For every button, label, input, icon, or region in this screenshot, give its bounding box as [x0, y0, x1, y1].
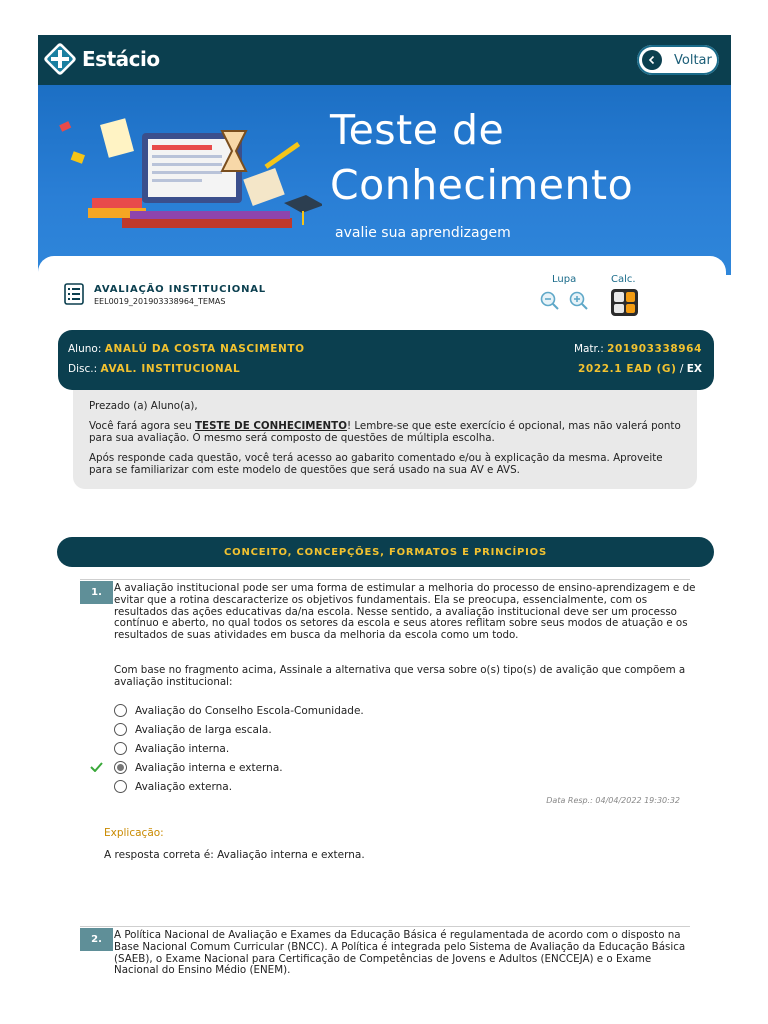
question-prompt: Com base no fragmento acima, Assinale a alternativa que versa sobre o(s) tipo(s) de avalição que compõem a avaliação institucional: — [114, 664, 686, 688]
assessment-code: EEL0019_201903338964_TEMAS — [94, 297, 226, 306]
answer-option-label: Avaliação externa. — [135, 780, 233, 793]
back-button-label: Voltar — [674, 52, 712, 68]
discipline-label: Disc.: — [68, 363, 98, 375]
estacio-logo-icon — [44, 43, 76, 75]
assessment-title: AVALIAÇÃO INSTITUCIONAL — [94, 284, 266, 295]
instructions-notice — [73, 390, 697, 489]
calculator-icon[interactable] — [611, 289, 638, 316]
radio-button[interactable] — [114, 780, 127, 793]
answer-option[interactable] — [114, 704, 364, 717]
student-row-1 — [68, 343, 702, 355]
answer-option-label: Avaliação interna e externa. — [135, 761, 283, 774]
answer-option[interactable] — [114, 742, 229, 755]
answer-option[interactable] — [114, 723, 272, 736]
question-number: 2. — [80, 928, 113, 951]
document-list-icon — [64, 283, 84, 305]
answer-option-label: Avaliação interna. — [135, 742, 230, 755]
question-divider — [80, 579, 690, 580]
banner-title-line1: Teste de — [330, 106, 505, 154]
zoom-out-icon[interactable] — [540, 291, 560, 311]
explanation-text: A resposta correta é: Avaliação interna e externa. — [104, 849, 365, 861]
student-info-box — [58, 330, 714, 390]
discipline-name: AVAL. INSTITUCIONAL — [100, 363, 241, 375]
question-text: A Política Nacional de Avaliação e Exames da Educação Básica é regulamentada de acordo com o disposto na Base Nacional Comum Curricular (BNCC). A Política é integrada pelo Sistema de Avaliação da Educação Básica (SAEB), o Exame Nacional para Certificação de Competências de Jovens e Adultos (ENCCEJA) e o Exame Nacional do Ensino Médio (ENEM). — [114, 929, 686, 977]
correct-check-icon — [90, 762, 103, 772]
notice-p1-bold: TESTE DE CONHECIMENTO — [195, 419, 347, 432]
period-value: 2022.1 EAD (G) — [578, 363, 677, 375]
answer-option-selected[interactable] — [114, 761, 283, 774]
lupa-label: Lupa — [552, 274, 577, 285]
question-text: A avaliação institucional pode ser uma forma de estimular a melhoria do processo de ensino-aprendizagem e de evitar que a rotina descaracterize os objetivos fundamentais. Ela se preocupa, essencialmente, com os resultados das ações educativas da/na escola. Nesse sentido, a avaliação institucional deve ser um processo contínuo e aberto, no qual todos os setores da escola e seus atores reflitam sobre seus modos de atuação e os resultados de suas atividades em busca da melhoria da escola como um todo. — [114, 582, 696, 642]
banner-title-line2: Conhecimento — [330, 161, 634, 209]
student-name: ANALÚ DA COSTA NASCIMENTO — [104, 343, 305, 355]
question-number: 1. — [80, 581, 113, 604]
answer-option-label: Avaliação do Conselho Escola-Comunidade. — [135, 704, 364, 717]
notice-paragraph-1 — [89, 420, 681, 445]
logo-text: Estácio — [82, 47, 160, 71]
response-date: Data Resp.: 04/04/2022 19:30:32 — [546, 796, 680, 805]
explanation-label: Explicação: — [104, 827, 164, 839]
student-label: Aluno: — [68, 343, 102, 355]
study-illustration — [52, 113, 322, 243]
calc-label: Calc. — [611, 274, 636, 285]
question-divider — [80, 926, 690, 927]
notice-p1-after: ! Lembre-se que este exercício é opcional, mas não valerá ponto para sua avaliação. O mesmo será composto de questões de múltipla escolha. — [89, 419, 681, 444]
period-separator: / — [679, 363, 684, 375]
answer-option-label: Avaliação de larga escala. — [135, 723, 272, 736]
answer-option[interactable] — [114, 780, 232, 793]
banner-subtitle: avalie sua aprendizagem — [335, 225, 511, 241]
registration-label: Matr.: — [573, 343, 604, 355]
radio-button[interactable] — [114, 742, 127, 755]
notice-p1-before: Você fará agora seu — [89, 419, 196, 432]
notice-paragraph-2: Após responde cada questão, você terá acesso ao gabarito comentado e/ou à explicação da mesma. Aproveite para se familiarizar com este modelo de questões que será usado na sua AV e AVS. — [89, 451, 663, 476]
period-suffix: EX — [686, 363, 702, 375]
radio-button-selected[interactable] — [114, 761, 127, 774]
hero-banner — [38, 85, 731, 275]
banner-title — [330, 103, 633, 213]
estacio-logo[interactable] — [44, 43, 160, 75]
back-button[interactable] — [637, 45, 719, 75]
radio-button[interactable] — [114, 723, 127, 736]
section-header: CONCEITO, CONCEPÇÕES, FORMATOS E PRINCÍPIOS — [57, 537, 714, 567]
student-row-2 — [68, 363, 702, 375]
top-bar — [38, 35, 731, 85]
notice-greeting: Prezado (a) Aluno(a), — [89, 400, 198, 412]
radio-button[interactable] — [114, 704, 127, 717]
registration-number: 201903338964 — [607, 343, 702, 355]
chevron-left-icon — [642, 50, 662, 70]
zoom-in-icon[interactable] — [569, 291, 589, 311]
